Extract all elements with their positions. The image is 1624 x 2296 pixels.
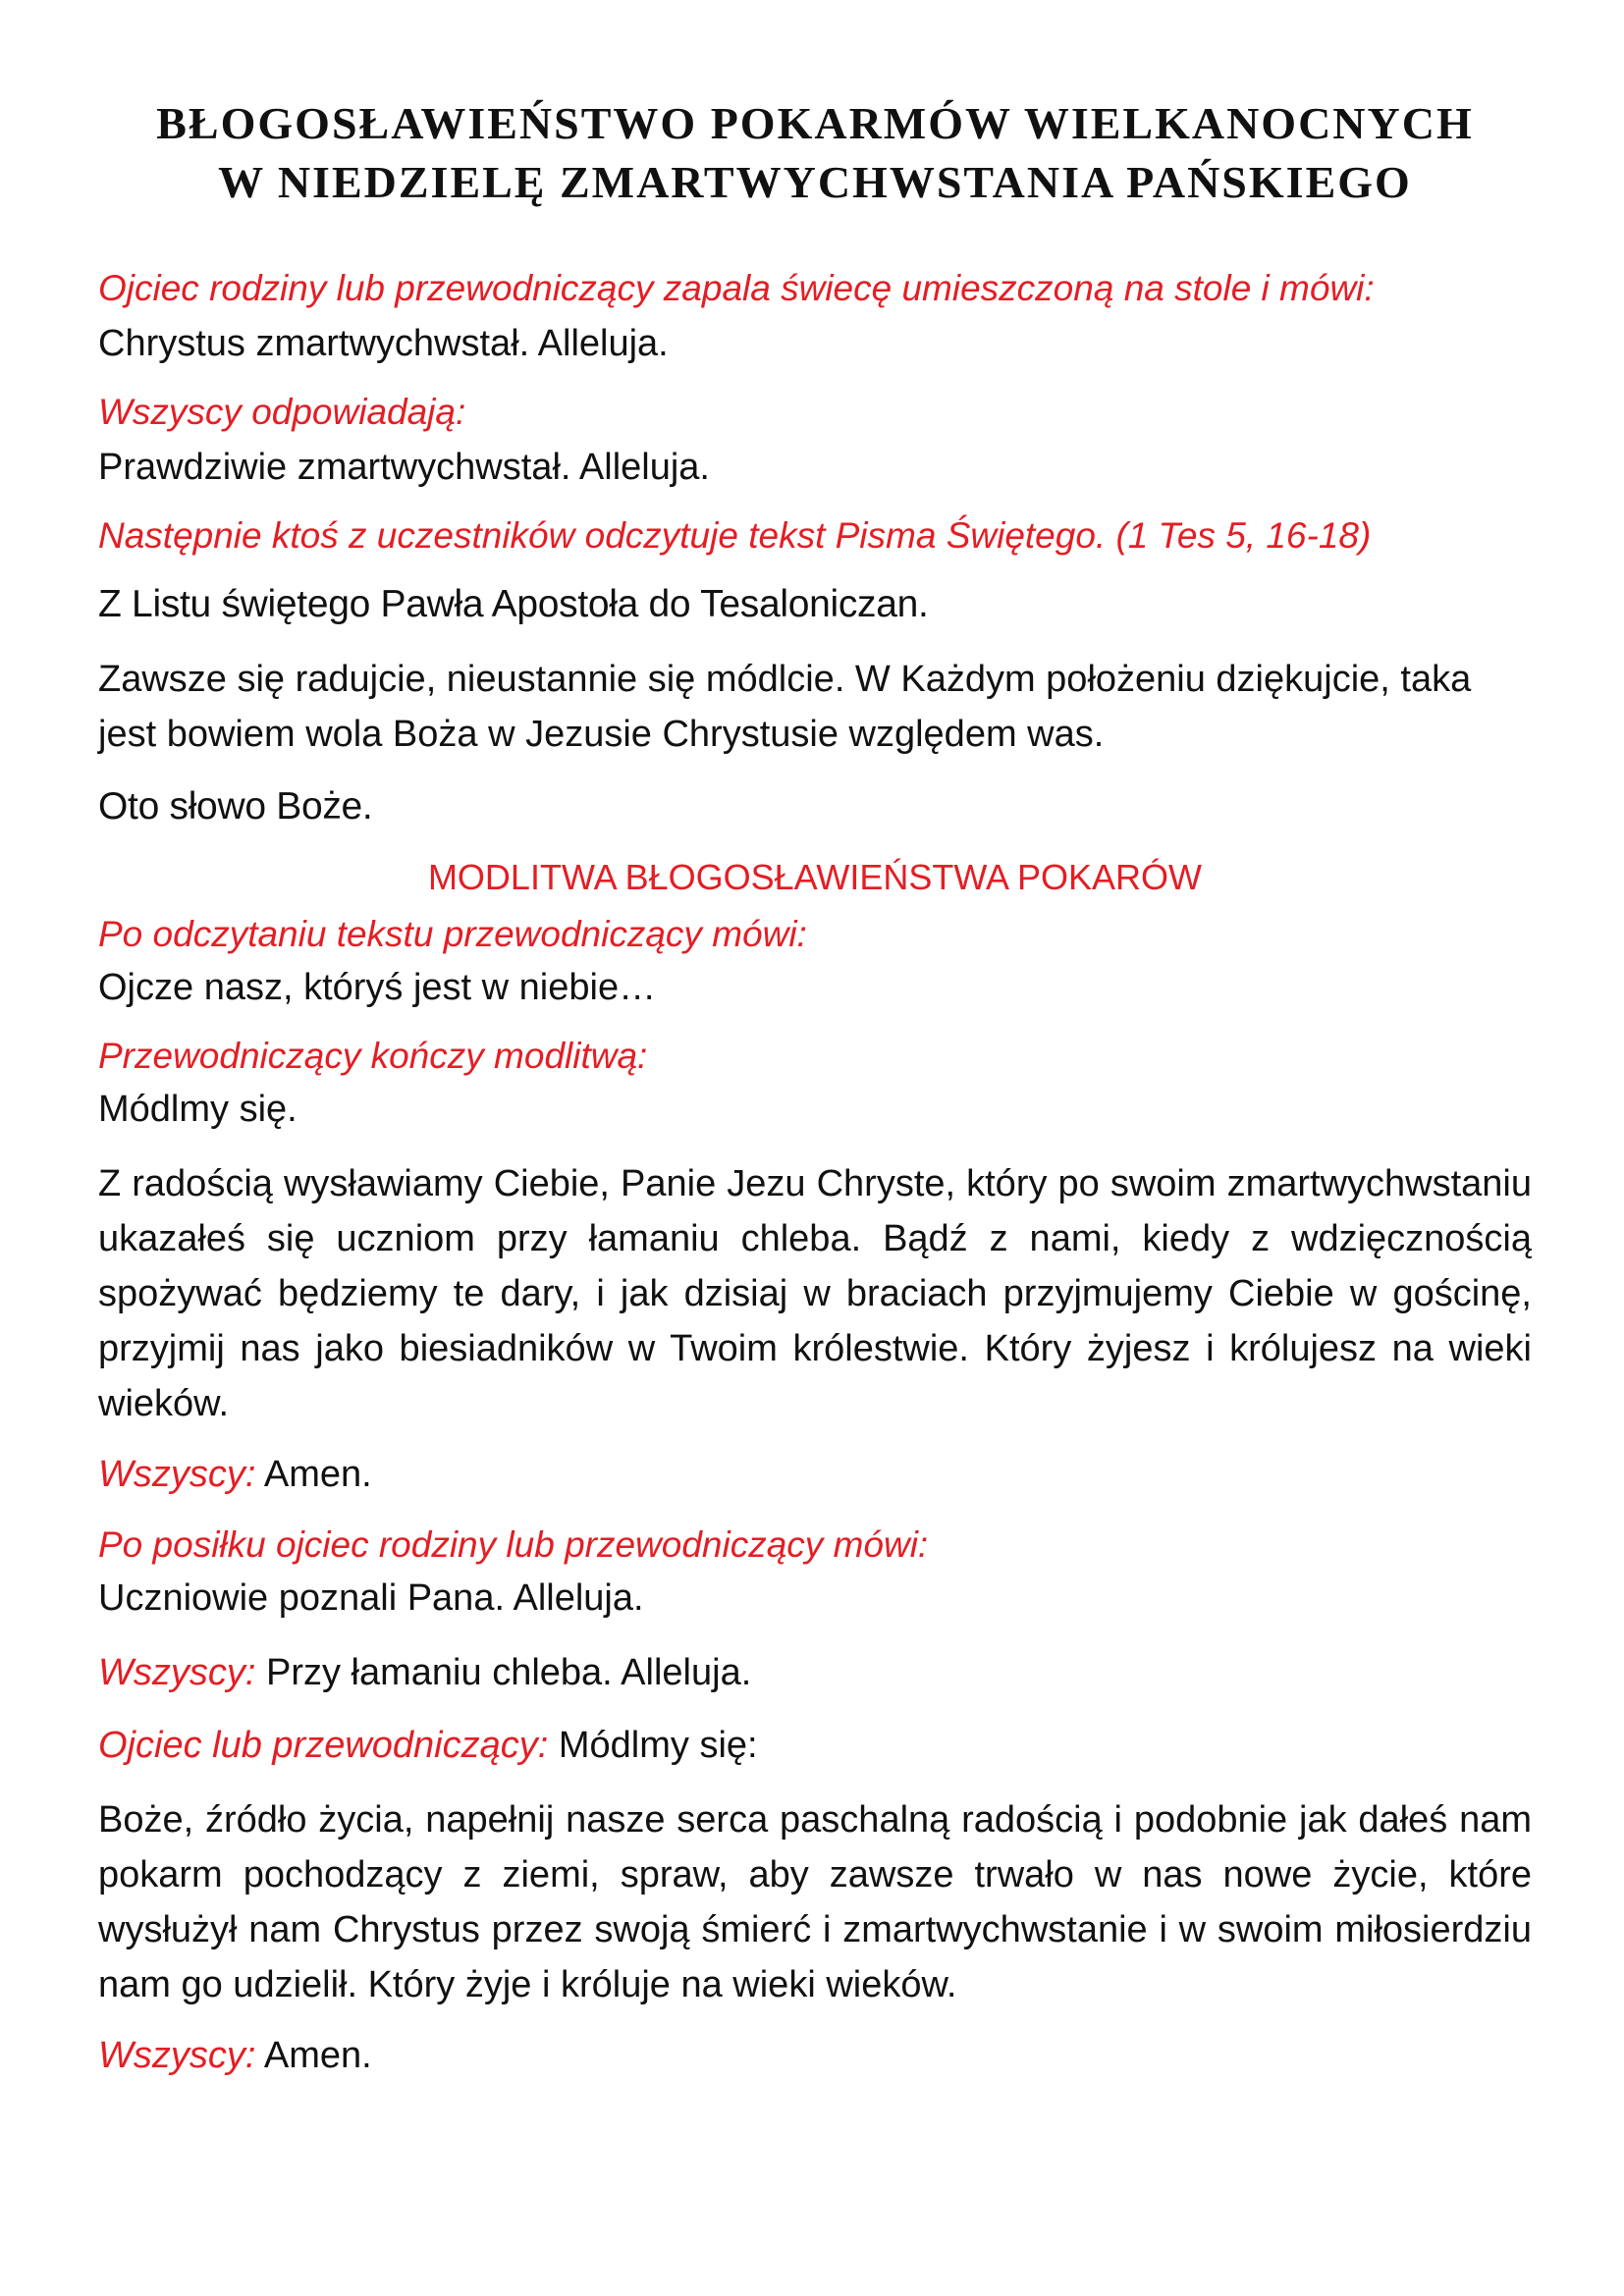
rubric-light-candle: Ojciec rodziny lub przewodniczący zapala świecę umieszczoną na stole i mówi:: [98, 268, 1375, 308]
amen-text: Amen.: [263, 1454, 372, 1495]
rubric-scripture-reading: Następnie ktoś z uczestników odczytuje tekst Pisma Świętego. (1 Tes 5, 16-18): [98, 515, 1372, 556]
leader-let-us-pray: [98, 1718, 1532, 1773]
all-label: Wszyscy:: [98, 2035, 256, 2076]
all-amen-1: [98, 1447, 1532, 1502]
text-let-us-pray: Módlmy się.: [98, 1089, 298, 1130]
all-amen-2: [98, 2028, 1532, 2083]
title-line-2: W NIEDZIELĘ ZMARTWYCHWSTANIA PAŃSKIEGO: [218, 157, 1412, 207]
text-christ-risen: Chrystus zmartwychwstał. Alleluja.: [98, 323, 669, 364]
reading-title: Z Listu świętego Pawła Apostoła do Tesaloniczan.: [98, 583, 929, 625]
all-label: Wszyscy:: [98, 1454, 256, 1495]
text-our-father: Ojcze nasz, któryś jest w niebie…: [98, 967, 657, 1008]
leader-text: Módlmy się:: [558, 1725, 758, 1766]
rubric-after-reading: Po odczytaniu tekstu przewodniczący mówi:: [98, 914, 807, 954]
rubric-all-respond: Wszyscy odpowiadają:: [98, 392, 466, 432]
text-disciples-knew: Uczniowie poznali Pana. Alleluja.: [98, 1577, 644, 1619]
amen-text: Amen.: [263, 2035, 372, 2076]
leader-label: Ojciec lub przewodniczący:: [98, 1725, 549, 1766]
reading-end: Oto słowo Boże.: [98, 785, 373, 828]
prayer-closing-text: Boże, źródło życia, napełnij nasze serca paschalną radością i podobnie jak dałeś nam pokarm pochodzący z ziemi, spraw, aby zawsze trwało w nas nowe życie, które wysłużył nam Chrystus przez swoją śmierć i zmartwychwstanie i w swoim miłosierdziu nam go udzielił. Który żyje i króluje na wieki wieków.: [98, 1799, 1532, 2005]
reading-text: Zawsze się radujcie, nieustannie się módlcie. W Każdym położeniu dziękujcie, taka jest bowiem wola Boża w Jezusie Chrystusie względem was.: [98, 659, 1472, 755]
all-label: Wszyscy:: [98, 1652, 256, 1693]
response-text: Przy łamaniu chleba. Alleluja.: [266, 1652, 752, 1693]
text-truly-risen: Prawdziwie zmartwychwstał. Alleluja.: [98, 447, 710, 488]
rubric-leader-ends: Przewodniczący kończy modlitwą:: [98, 1036, 648, 1076]
rubric-after-meal: Po posiłku ojciec rodziny lub przewodniczący mówi:: [98, 1524, 929, 1565]
prayer-blessing-text: Z radością wysławiamy Ciebie, Panie Jezu Chryste, który po swoim zmartwychwstaniu ukazałeś się uczniom przy łamaniu chleba. Bądź z nami, kiedy z wdzięcznością spożywać będziemy te dary, i jak dzisiaj w braciach przyjmujemy Ciebie w gościnę, przyjmij nas jako biesiadników w Twoim królestwie. Który żyjesz i królujesz na wieki wieków.: [98, 1163, 1532, 1424]
all-response-bread: [98, 1645, 1532, 1700]
document-title: [98, 94, 1532, 212]
title-line-1: BŁOGOSŁAWIEŃSTWO POKARMÓW WIELKANOCNYCH: [156, 98, 1474, 148]
prayer-heading: MODLITWA BŁOGOSŁAWIEŃSTWA POKARÓW: [427, 857, 1203, 897]
